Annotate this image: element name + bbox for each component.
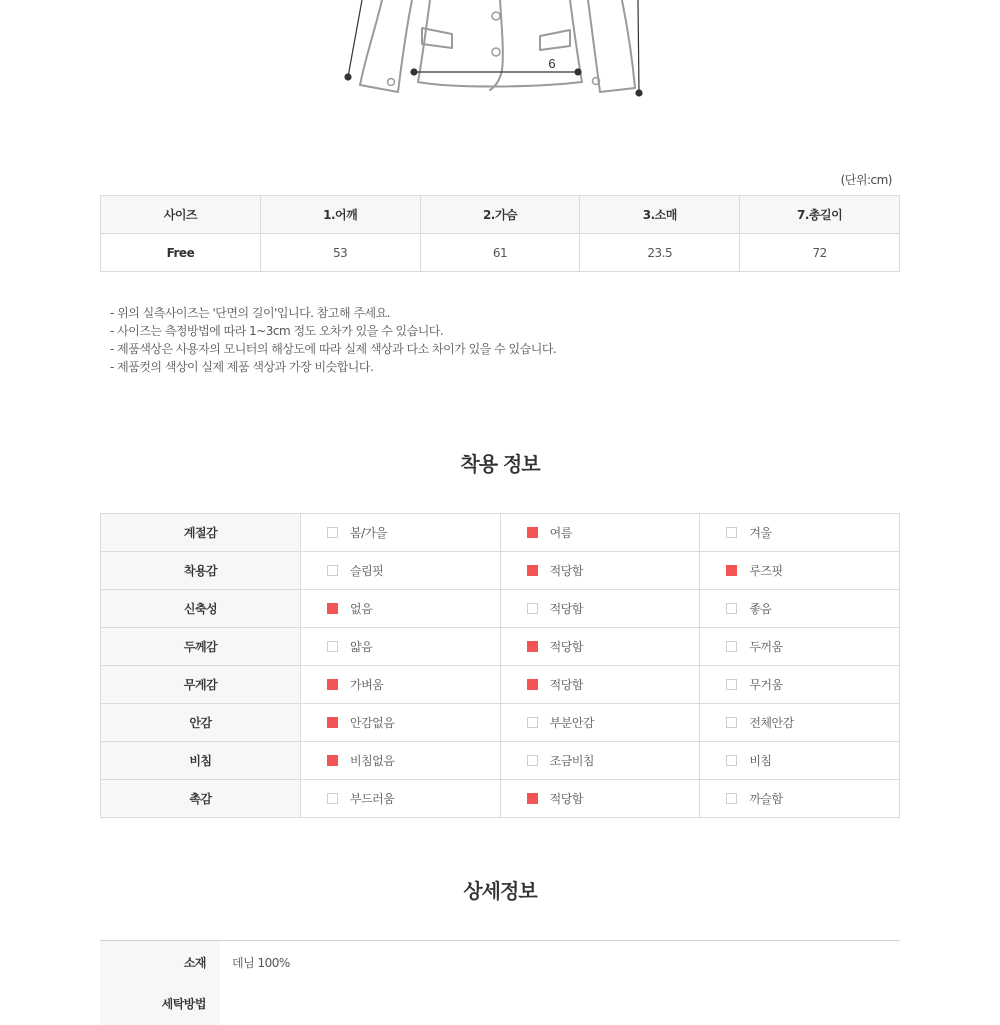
fit-category-label: 계절감 bbox=[101, 514, 301, 552]
fit-option bbox=[700, 666, 900, 704]
fit-option bbox=[700, 742, 900, 780]
unit-label: (단위:cm) bbox=[840, 173, 892, 187]
detail-value-material: 데님 100% bbox=[232, 956, 290, 971]
size-header-cell: 2.가슴 bbox=[420, 196, 580, 234]
fit-option bbox=[500, 780, 700, 818]
fit-option-label: 무거움 bbox=[749, 678, 783, 692]
checked-box-icon bbox=[327, 755, 338, 766]
fit-info-table bbox=[100, 513, 900, 818]
unchecked-box-icon bbox=[726, 793, 737, 804]
size-table-row bbox=[101, 234, 900, 272]
checked-box-icon bbox=[327, 603, 338, 614]
fit-category-label: 두께감 bbox=[101, 628, 301, 666]
fit-option-label: 부분안감 bbox=[549, 716, 595, 730]
fit-option bbox=[500, 628, 700, 666]
fit-option bbox=[700, 628, 900, 666]
fit-category-label: 무게감 bbox=[101, 666, 301, 704]
note-item: - 제품컷의 색상이 실제 제품 색상과 가장 비슷합니다. bbox=[110, 360, 374, 374]
fit-row bbox=[101, 552, 900, 590]
fit-option bbox=[301, 514, 501, 552]
fit-option bbox=[500, 552, 700, 590]
fit-option bbox=[500, 704, 700, 742]
unchecked-box-icon bbox=[726, 527, 737, 538]
size-cell: 72 bbox=[740, 234, 900, 272]
fit-row bbox=[101, 780, 900, 818]
fit-option bbox=[301, 552, 501, 590]
unchecked-box-icon bbox=[327, 565, 338, 576]
fit-option-label: 슬림핏 bbox=[350, 564, 384, 578]
checked-box-icon bbox=[726, 565, 737, 576]
unchecked-box-icon bbox=[726, 641, 737, 652]
unchecked-box-icon bbox=[726, 603, 737, 614]
unchecked-box-icon bbox=[726, 679, 737, 690]
fit-option bbox=[700, 514, 900, 552]
detail-label-washing: 세탁방법 bbox=[100, 985, 220, 1025]
detail-label-material: 소재 bbox=[100, 941, 220, 985]
fit-option-label: 까슬함 bbox=[749, 792, 783, 806]
unchecked-box-icon bbox=[527, 755, 538, 766]
fit-row bbox=[101, 704, 900, 742]
detail-row bbox=[100, 941, 900, 985]
fit-option-label: 안감없음 bbox=[350, 716, 395, 730]
fit-option-label: 적당함 bbox=[549, 678, 583, 692]
chest-marker-label: 6 bbox=[548, 56, 556, 71]
fit-option bbox=[301, 704, 501, 742]
checked-box-icon bbox=[327, 717, 338, 728]
fit-option-label: 적당함 bbox=[549, 792, 583, 806]
fit-option bbox=[301, 590, 501, 628]
fit-option bbox=[301, 628, 501, 666]
fit-option bbox=[500, 514, 700, 552]
size-cell: 23.5 bbox=[580, 234, 740, 272]
fit-option-label: 루즈핏 bbox=[749, 564, 783, 578]
fit-option-label: 가벼움 bbox=[350, 678, 384, 692]
fit-row bbox=[101, 590, 900, 628]
fit-row bbox=[101, 514, 900, 552]
detail-info-table bbox=[100, 940, 900, 1025]
fit-option-label: 비침없음 bbox=[350, 754, 395, 768]
unchecked-box-icon bbox=[327, 641, 338, 652]
jacket-size-diagram bbox=[330, 0, 660, 105]
size-header-cell: 7.총길이 bbox=[740, 196, 900, 234]
note-item: - 사이즈는 측정방법에 따라 1~3cm 정도 오차가 있을 수 있습니다. bbox=[110, 324, 444, 338]
size-header-cell: 3.소매 bbox=[580, 196, 740, 234]
checked-box-icon bbox=[527, 527, 538, 538]
fit-category-label: 착용감 bbox=[101, 552, 301, 590]
checked-box-icon bbox=[527, 679, 538, 690]
fit-option-label: 조금비침 bbox=[549, 754, 595, 768]
unchecked-box-icon bbox=[527, 603, 538, 614]
fit-row bbox=[101, 628, 900, 666]
fit-option-label: 부드러움 bbox=[350, 792, 395, 806]
fit-option bbox=[500, 666, 700, 704]
fit-option-label: 적당함 bbox=[549, 640, 583, 654]
fit-option-label: 적당함 bbox=[549, 602, 583, 616]
fit-option bbox=[500, 590, 700, 628]
unchecked-box-icon bbox=[726, 755, 737, 766]
unchecked-box-icon bbox=[726, 717, 737, 728]
fit-option bbox=[301, 780, 501, 818]
checked-box-icon bbox=[327, 679, 338, 690]
size-cell: 61 bbox=[420, 234, 580, 272]
fit-option bbox=[700, 780, 900, 818]
detail-value-washing bbox=[220, 985, 900, 1025]
size-table bbox=[100, 195, 900, 272]
fit-info-title: 착용 정보 bbox=[460, 452, 540, 476]
fit-option-label: 두꺼움 bbox=[749, 640, 783, 654]
fit-category-label: 촉감 bbox=[101, 780, 301, 818]
fit-option-label: 적당함 bbox=[549, 564, 583, 578]
fit-option-label: 전체안감 bbox=[749, 716, 794, 730]
unchecked-box-icon bbox=[527, 717, 538, 728]
size-notes bbox=[110, 304, 556, 376]
fit-option-label: 좋음 bbox=[749, 602, 772, 616]
fit-row bbox=[101, 742, 900, 780]
size-header-cell: 1.어깨 bbox=[260, 196, 420, 234]
fit-option bbox=[700, 552, 900, 590]
fit-option-label: 여름 bbox=[549, 526, 572, 540]
checked-box-icon bbox=[527, 641, 538, 652]
unchecked-box-icon bbox=[327, 527, 338, 538]
fit-option-label: 없음 bbox=[350, 602, 373, 616]
fit-option bbox=[301, 666, 501, 704]
detail-row bbox=[100, 985, 900, 1025]
fit-option-label: 비침 bbox=[749, 754, 772, 768]
size-cell: 53 bbox=[260, 234, 420, 272]
fit-option bbox=[500, 742, 700, 780]
size-table-header bbox=[101, 196, 900, 234]
size-header-cell: 사이즈 bbox=[101, 196, 261, 234]
fit-row bbox=[101, 666, 900, 704]
fit-category-label: 비침 bbox=[101, 742, 301, 780]
note-item: - 제품색상은 사용자의 모니터의 해상도에 따라 실제 색상과 다소 차이가 있을 수 있습니다. bbox=[110, 342, 557, 356]
fit-option-label: 얇음 bbox=[350, 640, 373, 654]
fit-category-label: 안감 bbox=[101, 704, 301, 742]
fit-option-label: 봄/가을 bbox=[350, 526, 387, 540]
detail-info-title: 상세정보 bbox=[463, 879, 537, 903]
checked-box-icon bbox=[527, 793, 538, 804]
note-item: - 위의 실측사이즈는 '단면의 길이'입니다. 참고해 주세요. bbox=[110, 306, 390, 320]
fit-option bbox=[700, 590, 900, 628]
checked-box-icon bbox=[527, 565, 538, 576]
fit-category-label: 신축성 bbox=[101, 590, 301, 628]
fit-option-label: 겨울 bbox=[749, 526, 772, 540]
unchecked-box-icon bbox=[327, 793, 338, 804]
fit-option bbox=[700, 704, 900, 742]
fit-option bbox=[301, 742, 501, 780]
size-cell: Free bbox=[101, 234, 261, 272]
